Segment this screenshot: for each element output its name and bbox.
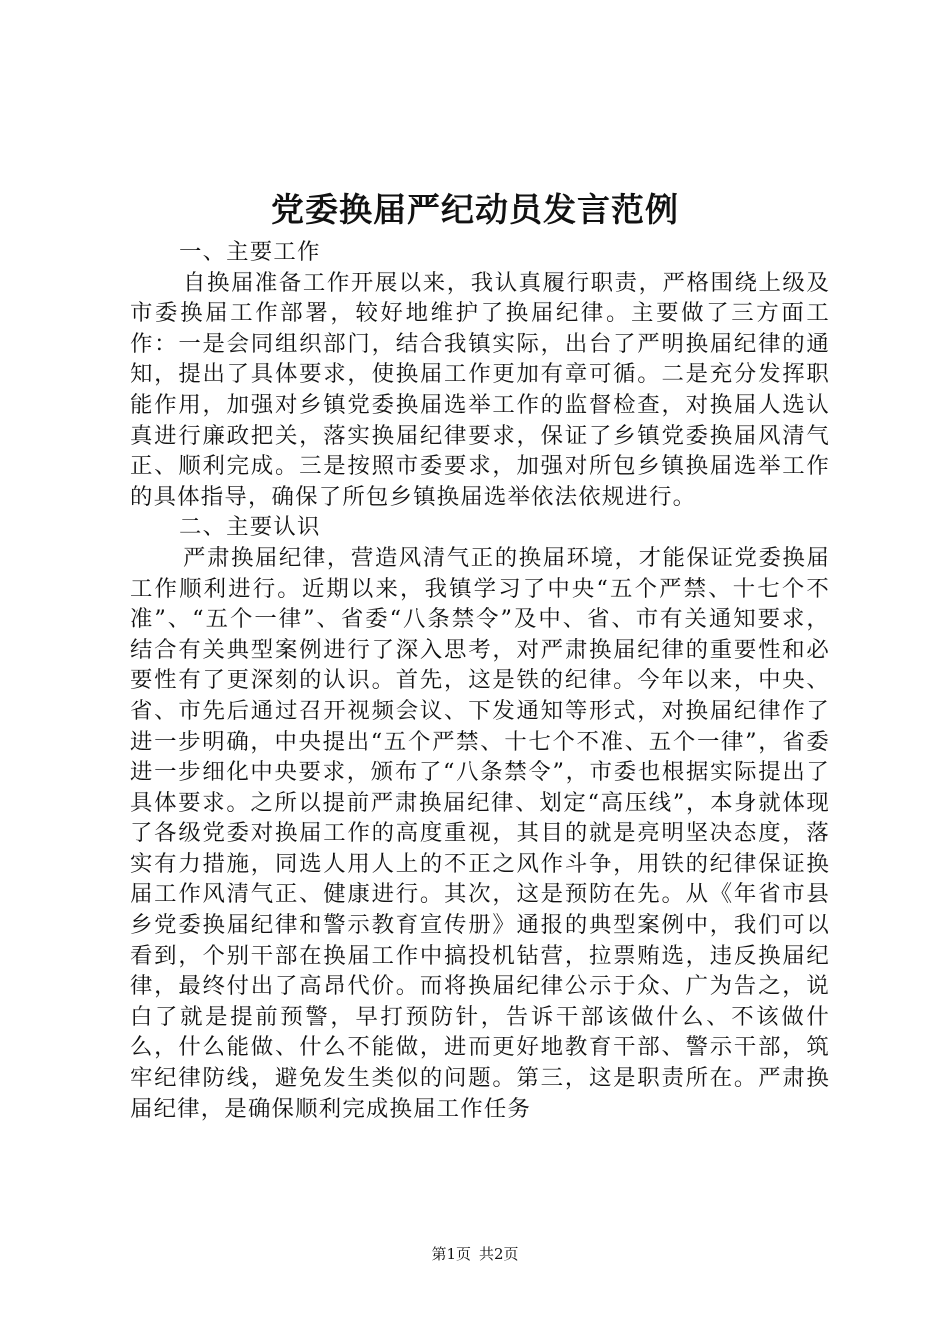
- section-heading-main-understanding: 二、主要认识: [179, 514, 321, 541]
- section-heading-main-work: 一、主要工作: [179, 239, 321, 265]
- page-number: 第1页: [431, 1245, 471, 1263]
- page-footer: [0, 1244, 950, 1264]
- document-body: [130, 237, 830, 1124]
- section-paragraph-main-understanding: 严肃换届纪律，营造风清气正的换届环境，才能保证党委换届工作顺利进行。近期以来，我镇学习了中央“五个严禁、十七个不准”、“五个一律”、省委“八条禁令”及中、省、市有关通知要求，结合有关典型案例进行了深入思考，对严肃换届纪律的重要性和必要性有了更深刻的认识。首先，这是铁的纪律。今年以来，中央、省、市先后通过召开视频会议、下发通知等形式，对换届纪律作了进一步明确，中央提出“五个严禁、十七个不准、五个一律”，省委进一步细化中央要求，颁布了“八条禁令”，市委也根据实际提出了具体要求。之所以提前严肃换届纪律、划定“高压线”，本身就体现了各级党委对换届工作的高度重视，其目的就是亮明坚决态度，落实有力措施，同选人用人上的不正之风作斗争，用铁的纪律保证换届工作风清气正、健康进行。其次，这是预防在先。从《年省市县乡党委换届纪律和警示教育宣传册》通报的典型案例中，我们可以看到，个别干部在换届工作中搞投机钻营，拉票贿选，违反换届纪律，最终付出了高昂代价。而将换届纪律公示于众、广为告之，说白了就是提前预警，早打预防针，告诉干部该做什么、不该做什么，什么能做、什么不能做，进而更好地教育干部、警示干部，筑牢纪律防线，避免发生类似的问题。第三，这是职责所在。严肃换届纪律，是确保顺利完成换届工作任务: [130, 544, 830, 1122]
- document-title: 党委换届严纪动员发言范例: [271, 190, 679, 229]
- section-paragraph-main-work: 自换届准备工作开展以来，我认真履行职责，严格围绕上级及市委换届工作部署，较好地维护了换届纪律。主要做了三方面工作：一是会同组织部门，结合我镇实际，出台了严明换届纪律的通知，提出了具体要求，使换届工作更加有章可循。二是充分发挥职能作用，加强对乡镇党委换届选举工作的监督检查，对换届人选认真进行廉政把关，落实换届纪律要求，保证了乡镇党委换届风清气正、顺利完成。三是按照市委要求，加强对所包乡镇换届选举工作的具体指导，确保了所包乡镇换届选举依法依规进行。: [130, 269, 830, 510]
- page-total: 共2页: [479, 1245, 519, 1263]
